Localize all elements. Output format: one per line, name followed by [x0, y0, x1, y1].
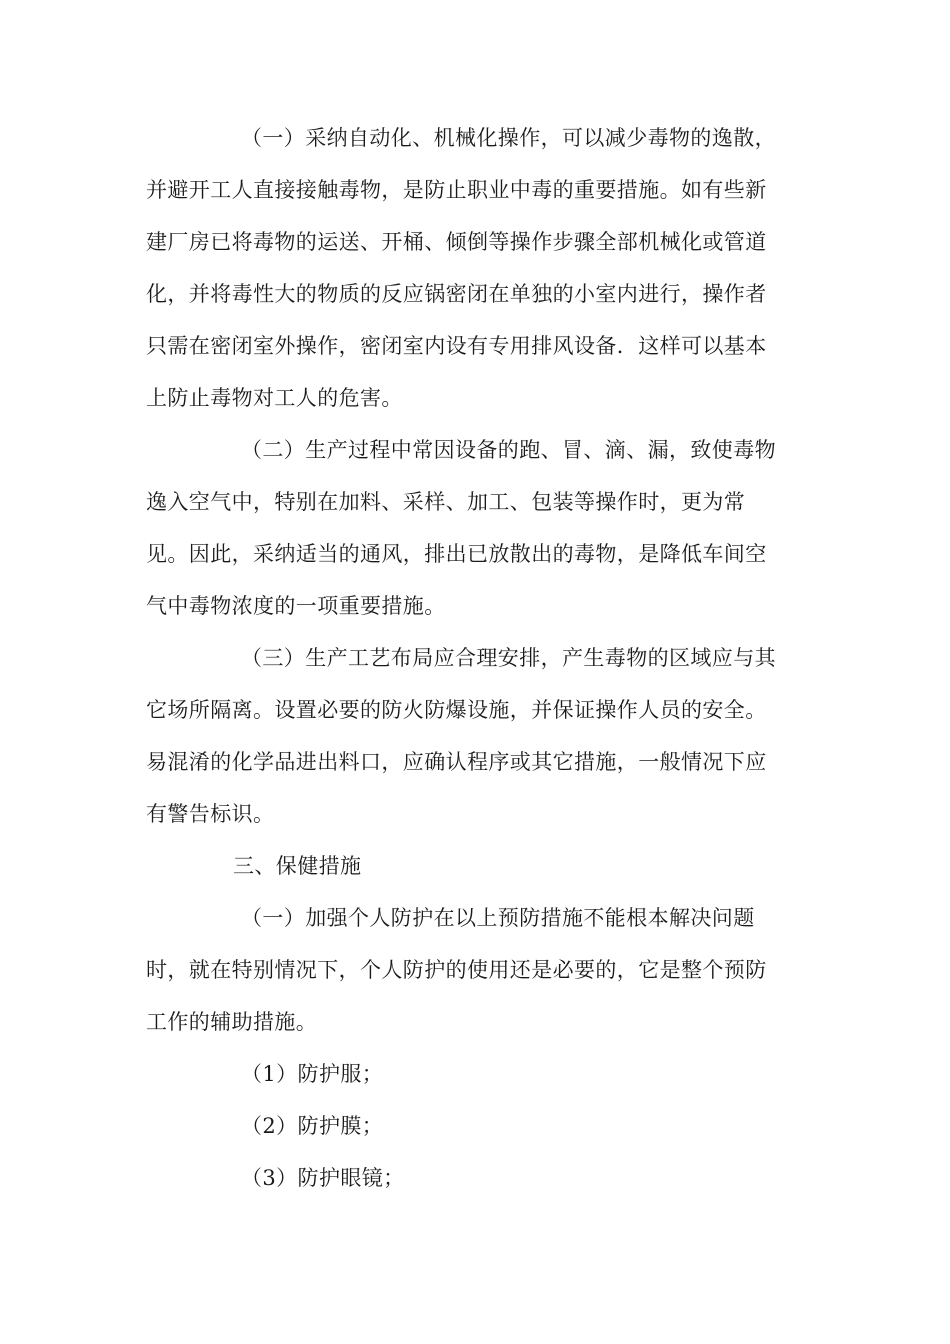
text-line: 它场所隔离。设置必要的防火防爆设施，并保证操作人员的安全。 — [146, 698, 767, 722]
list-item: （3）防护眼镜； — [241, 1166, 405, 1190]
text-line: 只需在密闭室外操作，密闭室内设有专用排风设备．这样可以基本 — [146, 334, 767, 358]
text-line: 并避开工人直接接触毒物，是防止职业中毒的重要措施。如有些新 — [146, 178, 767, 202]
text-line: （三）生产工艺布局应合理安排，产生毒物的区域应与其 — [241, 646, 776, 670]
text-line: 易混淆的化学品进出料口，应确认程序或其它措施，一般情况下应 — [146, 750, 767, 774]
text-line: 建厂房已将毒物的运送、开桶、倾倒等操作步骤全部机械化或管道 — [146, 230, 767, 254]
text-line: 有警告标识。 — [146, 802, 275, 826]
text-line: 工作的辅助措施。 — [146, 1010, 318, 1034]
list-item: （2）防护膜； — [241, 1114, 384, 1138]
text-line: 时，就在特别情况下，个人防护的使用还是必要的，它是整个预防 — [146, 958, 767, 982]
text-line: （一）加强个人防护在以上预防措施不能根本解决问题 — [241, 906, 755, 930]
text-line: 气中毒物浓度的一项重要措施。 — [146, 594, 446, 618]
section-heading: 三、保健措施 — [233, 854, 362, 878]
list-item: （1）防护服； — [241, 1062, 384, 1086]
text-line: 逸入空气中，特别在加料、采样、加工、包装等操作时，更为常 — [146, 490, 746, 514]
text-line: （一）采纳自动化、机械化操作，可以减少毒物的逸散， — [241, 126, 776, 150]
text-line: 见。因此，采纳适当的通风，排出已放散出的毒物，是降低车间空 — [146, 542, 767, 566]
text-line: （二）生产过程中常因设备的跑、冒、滴、漏，致使毒物 — [241, 438, 776, 462]
text-line: 上防止毒物对工人的危害。 — [146, 386, 403, 410]
text-line: 化，并将毒性大的物质的反应锅密闭在单独的小室内进行，操作者 — [146, 282, 767, 306]
